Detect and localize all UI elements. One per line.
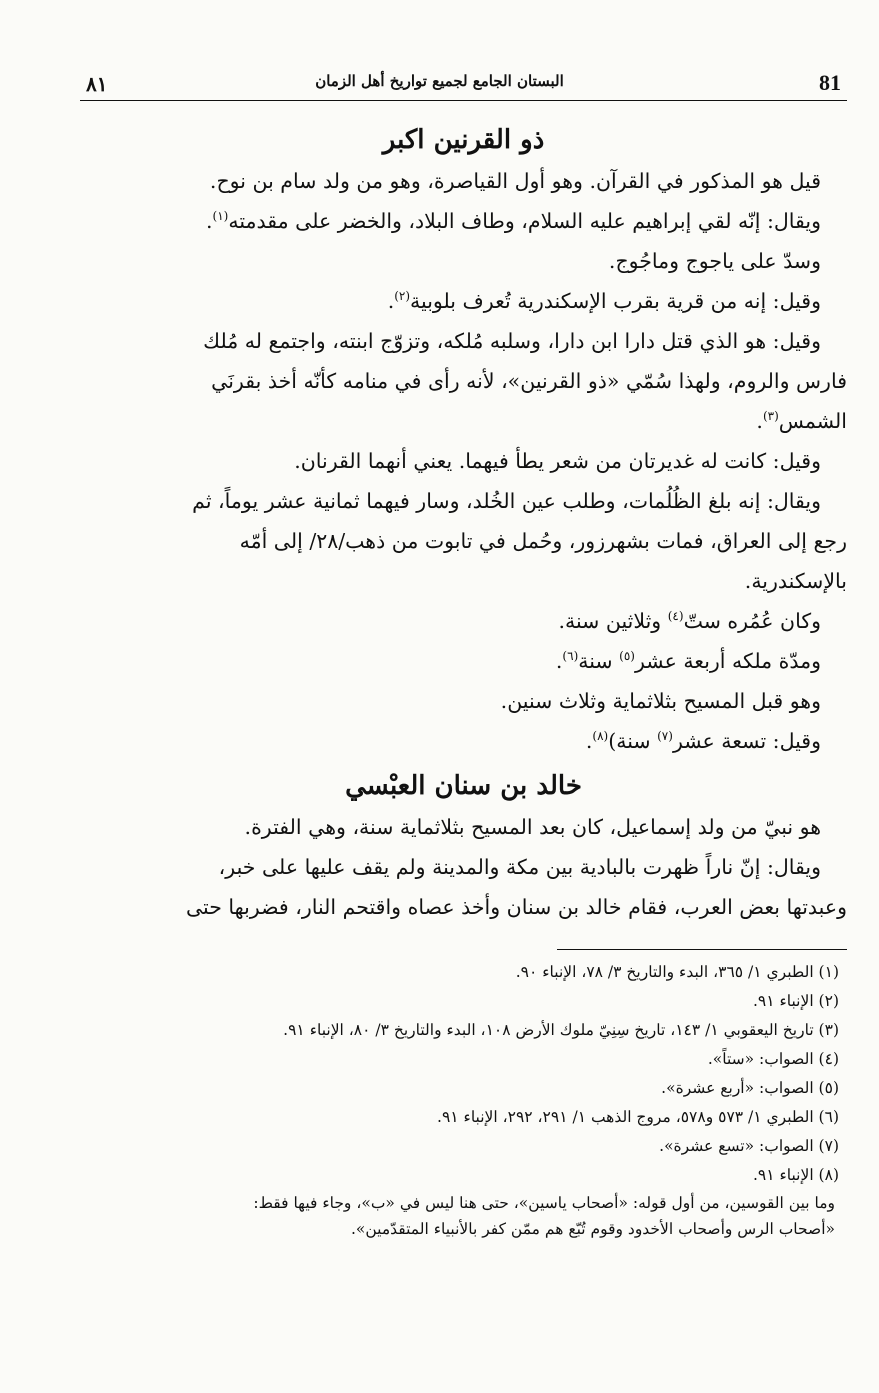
- footnote: (٥) الصواب: «أربع عشرة».: [661, 1079, 839, 1097]
- text-line: وعبدتها بعض العرب، فقام خالد بن سنان وأخذ عصاه واقتحم النار، فضربها حتى: [185, 895, 847, 919]
- text-line: وقيل: كانت له غديرتان من شعر يطأ فيهما. يعني أنهما القرنان.: [294, 449, 821, 473]
- page-header: [80, 62, 847, 101]
- text-line: بالإسكندرية.: [744, 569, 847, 593]
- section-title-dhul-qarnayn: ذو القرنين اكبر: [382, 125, 545, 155]
- text-line: وقيل: إنه من قرية بقرب الإسكندرية تُعرف بلوبية$^{(٢)}$.: [387, 289, 821, 313]
- text-line: وكان عُمُره ستّ$^{(٤)}$ وثلاثين سنة.: [558, 609, 821, 633]
- footnote: (٤) الصواب: «ستاً».: [707, 1050, 839, 1068]
- footnote: (٨) الإنباء ٩١.: [752, 1166, 839, 1184]
- text-line: وسدّ على ياجوج وماجُوج.: [608, 249, 821, 273]
- text-line: فارس والروم، ولهذا سُمّي «ذو القرنين»، لأنه رأى في منامه كأنّه أخذ بقرنَي: [211, 369, 847, 393]
- text-line: وقيل: هو الذي قتل دارا ابن دارا، وسلبه مُلكه، وتزوّج ابنته، واجتمع له مُلك: [203, 329, 821, 353]
- footnote: (٣) تاريخ اليعقوبي ١/ ١٤٣، تاريخ سِنِيّ ملوك الأرض ١٠٨، البدء والتاريخ ٣/ ٨٠، الإنباء ٩١.: [283, 1021, 839, 1039]
- footnote: (٧) الصواب: «تسع عشرة».: [659, 1137, 839, 1155]
- footnote-ref: (٢): [394, 289, 411, 304]
- text-line: ومدّة ملكه أربعة عشر$^{(٥)}$ سنة$^{(٦)}$.: [555, 649, 821, 673]
- text-line: ويقال: إنّ ناراً ظهرت بالبادية بين مكة والمدينة ولم يقف عليها على خبر،: [218, 855, 821, 879]
- footnote-ref: (٨): [592, 729, 609, 744]
- text-line: رجع إلى العراق، فمات بشهرزور، وحُمل في تابوت من ذهب/٢٨/ إلى أمّه: [239, 529, 847, 553]
- text-line: ويقال: إنّه لقي إبراهيم عليه السلام، وطاف البلاد، والخضر على مقدمته$^{(١)}$.: [205, 209, 821, 233]
- footnote-separator: [557, 949, 847, 950]
- appendix-note: وما بين القوسين، من أول قوله: «أصحاب ياسين»، حتى هنا ليس في «ب»، وجاء فيها فقط:: [253, 1194, 835, 1212]
- page-number-latin: 81: [819, 70, 841, 95]
- text-line: ويقال: إنه بلغ الظُلُمات، وطلب عين الخُلد، وسار فيهما ثمانية عشر يوماً، ثم: [192, 489, 821, 513]
- footnote-ref: (٣): [762, 409, 779, 424]
- page-number-arabic: ٨١: [86, 72, 108, 96]
- text-line: هو نبيّ من ولد إسماعيل، كان بعد المسيح بثلاثماية سنة، وهي الفترة.: [244, 815, 821, 839]
- section-title-khalid-bin-sinan: خالد بن سنان العبْسي: [345, 771, 582, 801]
- footnote: (٦) الطبري ١/ ٥٧٣ و٥٧٨، مروج الذهب ١/ ٢٩١، ٢٩٢، الإنباء ٩١.: [437, 1108, 839, 1126]
- running-title: البستان الجامع لجميع تواريخ أهل الزمان: [315, 72, 564, 90]
- text-line: وهو قبل المسيح بثلاثماية وثلاث سنين.: [500, 689, 821, 713]
- footnote-ref: (٦): [562, 649, 579, 664]
- footnote: (٢) الإنباء ٩١.: [752, 992, 839, 1010]
- footnote: (١) الطبري ١/ ٣٦٥، البدء والتاريخ ٣/ ٧٨، الإنباء ٩٠.: [515, 963, 839, 981]
- text-line: الشمس$^{(٣)}$.: [756, 409, 847, 433]
- footnotes: [80, 958, 847, 1242]
- text-line: قيل هو المذكور في القرآن. وهو أول القياصرة، وهو من ولد سام بن نوح.: [209, 169, 821, 193]
- footnote-ref: (٥): [619, 649, 635, 664]
- footnote-ref: (٤): [667, 609, 684, 624]
- footnote-ref: (١): [212, 209, 229, 224]
- text-line: وقيل: تسعة عشر$^{(٧)}$ سنة)$^{(٨)}$.: [585, 729, 821, 753]
- appendix-note: «أصحاب الرس وأصحاب الأخدود وقوم تُبّع هم ممّن كفر بالأنبياء المتقدّمين».: [350, 1220, 835, 1238]
- footnote-ref: (٧): [657, 729, 673, 744]
